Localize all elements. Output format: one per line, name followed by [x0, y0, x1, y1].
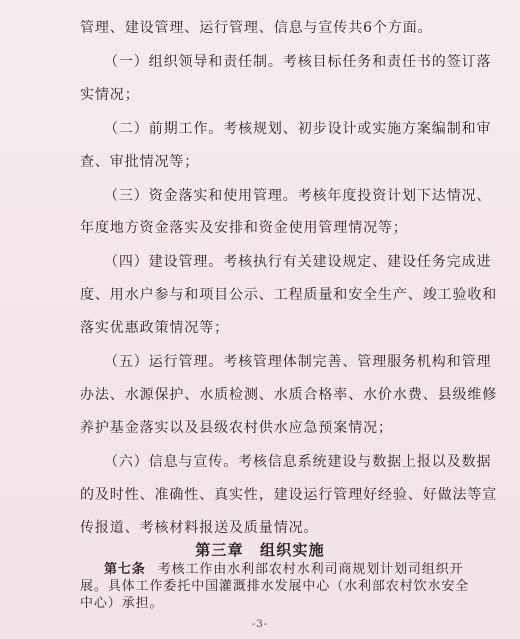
text-line-14: （六）信息与宣传。考核信息系统建设与数据上报以及数据 — [104, 454, 492, 470]
page-number: -3- — [251, 619, 269, 630]
text-line-13: 养护基金落实以及县级农村供水应急预案情况； — [80, 420, 393, 436]
chapter-heading: 第三章 组织实施 — [195, 541, 325, 559]
text-line-9: 度、用水户参与和项目公示、工程质量和安全生产、竣工验收和 — [80, 287, 498, 303]
text-line-6: （三）资金落实和使用管理。考核年度投资计划下达情况、 — [104, 188, 492, 204]
text-line-7: 年度地方资金落实及安排和资金使用管理情况等； — [80, 220, 408, 236]
article-first-line — [104, 561, 464, 578]
article-line-3: 中心）承担。 — [80, 596, 164, 611]
text-line-16: 传报道、考核材料报送及质量情况。 — [80, 520, 319, 536]
text-line-8: （四）建设管理。考核执行有关建设规定、建设任务完成进 — [104, 254, 492, 270]
article-text-first: 考核工作由水利部农村水利司商规划计划司组织开 — [157, 562, 464, 577]
text-line-4: （二）前期工作。考核规划、初步设计或实施方案编制和审 — [104, 121, 492, 137]
text-line-3: 实情况； — [80, 87, 140, 103]
article-label: 第七条 — [104, 562, 146, 577]
text-line-2: （一）组织领导和责任制。考核目标任务和责任书的签订落 — [104, 54, 492, 70]
text-line-12: 办法、水源保护、水质检测、水质合格率、水价水费、县级维修 — [80, 387, 498, 403]
text-line-10: 落实优惠政策情况等； — [80, 320, 229, 336]
article-line-2: 展。具体工作委托中国灌溉排水发展中心（水利部农村饮水安全 — [80, 579, 470, 594]
text-line-1: 管理、建设管理、运行管理、信息与宣传共6个方面。 — [80, 20, 433, 36]
text-line-5: 查、审批情况等； — [80, 154, 200, 170]
text-line-15: 的及时性、准确性、真实性，建设运行管理好经验、好做法等宣 — [80, 487, 498, 503]
text-line-11: （五）运行管理。考核管理体制完善、管理服务机构和管理 — [104, 354, 492, 370]
